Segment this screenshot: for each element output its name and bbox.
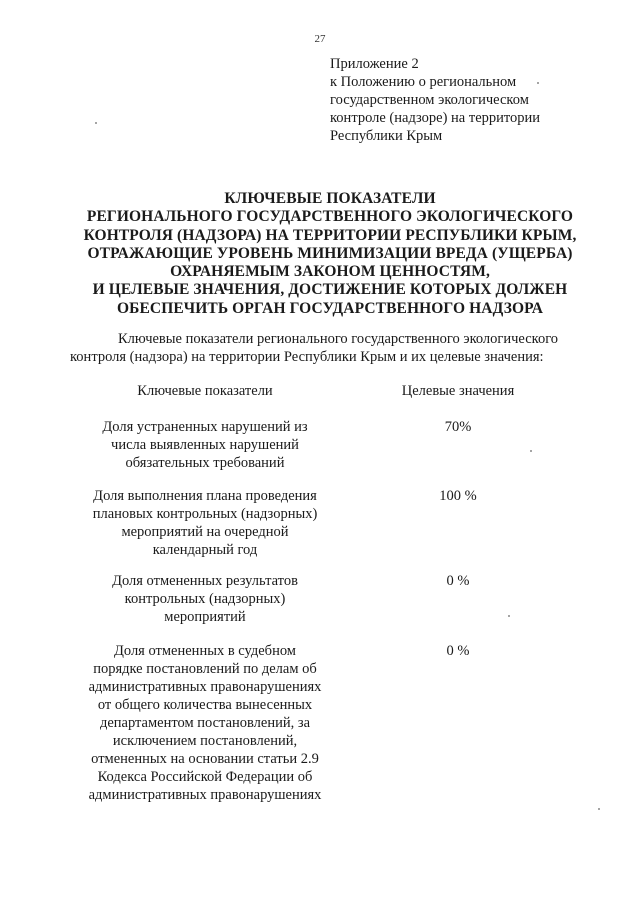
appendix-line: государственном экологическом [330, 92, 529, 108]
title-line: И ЦЕЛЕВЫЕ ЗНАЧЕНИЯ, ДОСТИЖЕНИЕ КОТОРЫХ ДОЛЖЕН [92, 281, 568, 299]
indicator-cell [70, 487, 340, 559]
title-line: ОХРАНЯЕМЫМ ЗАКОНОМ ЦЕННОСТЯМ, [170, 263, 490, 281]
indicator-line: мероприятий [164, 609, 246, 625]
target-value: 100 % [439, 488, 477, 504]
title-line: ОБЕСПЕЧИТЬ ОРГАН ГОСУДАРСТВЕННОГО НАДЗОРА [116, 299, 544, 317]
header-targets: Целевые значения [401, 383, 515, 399]
scan-speck [508, 615, 510, 617]
indicator-line: Доля отмененных результатов [112, 573, 298, 589]
indicator-line: Доля устраненных нарушений из [102, 419, 308, 435]
indicator-cell [70, 642, 340, 804]
indicator-line: мероприятий на очередной [121, 524, 289, 540]
indicator-line: календарный год [152, 542, 258, 558]
indicator-line: Кодекса Российской Федерации об [97, 769, 313, 785]
indicator-line: порядке постановлений по делам об [93, 661, 317, 677]
scan-speck [598, 808, 600, 810]
scan-speck [95, 122, 97, 124]
indicator-line: исключением постановлений, [112, 733, 298, 749]
intro-line: Ключевые показатели регионального государственного экологического [118, 331, 559, 347]
indicator-line: Доля отмененных в судебном [114, 643, 296, 659]
scan-speck [537, 82, 539, 84]
target-value: 70% [444, 419, 472, 435]
appendix-note [330, 55, 590, 145]
page-number: 27 [314, 33, 326, 45]
appendix-line: Республики Крым [330, 128, 443, 144]
header-indicators: Ключевые показатели [137, 383, 273, 399]
indicator-line: Доля выполнения плана проведения [93, 488, 317, 504]
indicator-line: департаментом постановлений, за [99, 715, 311, 731]
appendix-line: Приложение 2 [330, 56, 419, 72]
title-line: ОТРАЖАЮЩИЕ УРОВЕНЬ МИНИМИЗАЦИИ ВРЕДА (УЩЕРБА) [87, 244, 573, 262]
intro-paragraph [70, 330, 610, 366]
indicator-line: административных правонарушениях [88, 679, 322, 695]
document-title [40, 190, 620, 318]
indicator-cell [70, 418, 340, 472]
title-line: РЕГИОНАЛЬНОГО ГОСУДАРСТВЕННОГО ЭКОЛОГИЧЕСКОГО [86, 208, 574, 226]
title-line: КЛЮЧЕВЫЕ ПОКАЗАТЕЛИ [224, 190, 436, 207]
title-line: КОНТРОЛЯ (НАДЗОРА) НА ТЕРРИТОРИИ РЕСПУБЛИКИ КРЫМ, [83, 226, 577, 244]
indicator-cell [70, 572, 340, 626]
target-value: 0 % [446, 573, 470, 589]
indicator-line: контрольных (надзорных) [124, 591, 286, 607]
target-value: 0 % [446, 643, 470, 659]
indicator-line: плановых контрольных (надзорных) [92, 506, 318, 522]
indicator-line: обязательных требований [125, 455, 285, 471]
indicator-line: от общего количества вынесенных [97, 697, 313, 713]
appendix-line: контроле (надзоре) на территории [330, 110, 541, 126]
indicator-line: отмененных на основании статьи 2.9 [91, 751, 319, 767]
indicator-line: числа выявленных нарушений [111, 437, 299, 453]
scan-speck [530, 450, 532, 452]
intro-line: контроля (надзора) на территории Республики Крым и их целевые значения: [70, 349, 544, 365]
indicator-line: административных правонарушениях [88, 787, 322, 803]
appendix-line: к Положению о региональном [330, 74, 517, 90]
